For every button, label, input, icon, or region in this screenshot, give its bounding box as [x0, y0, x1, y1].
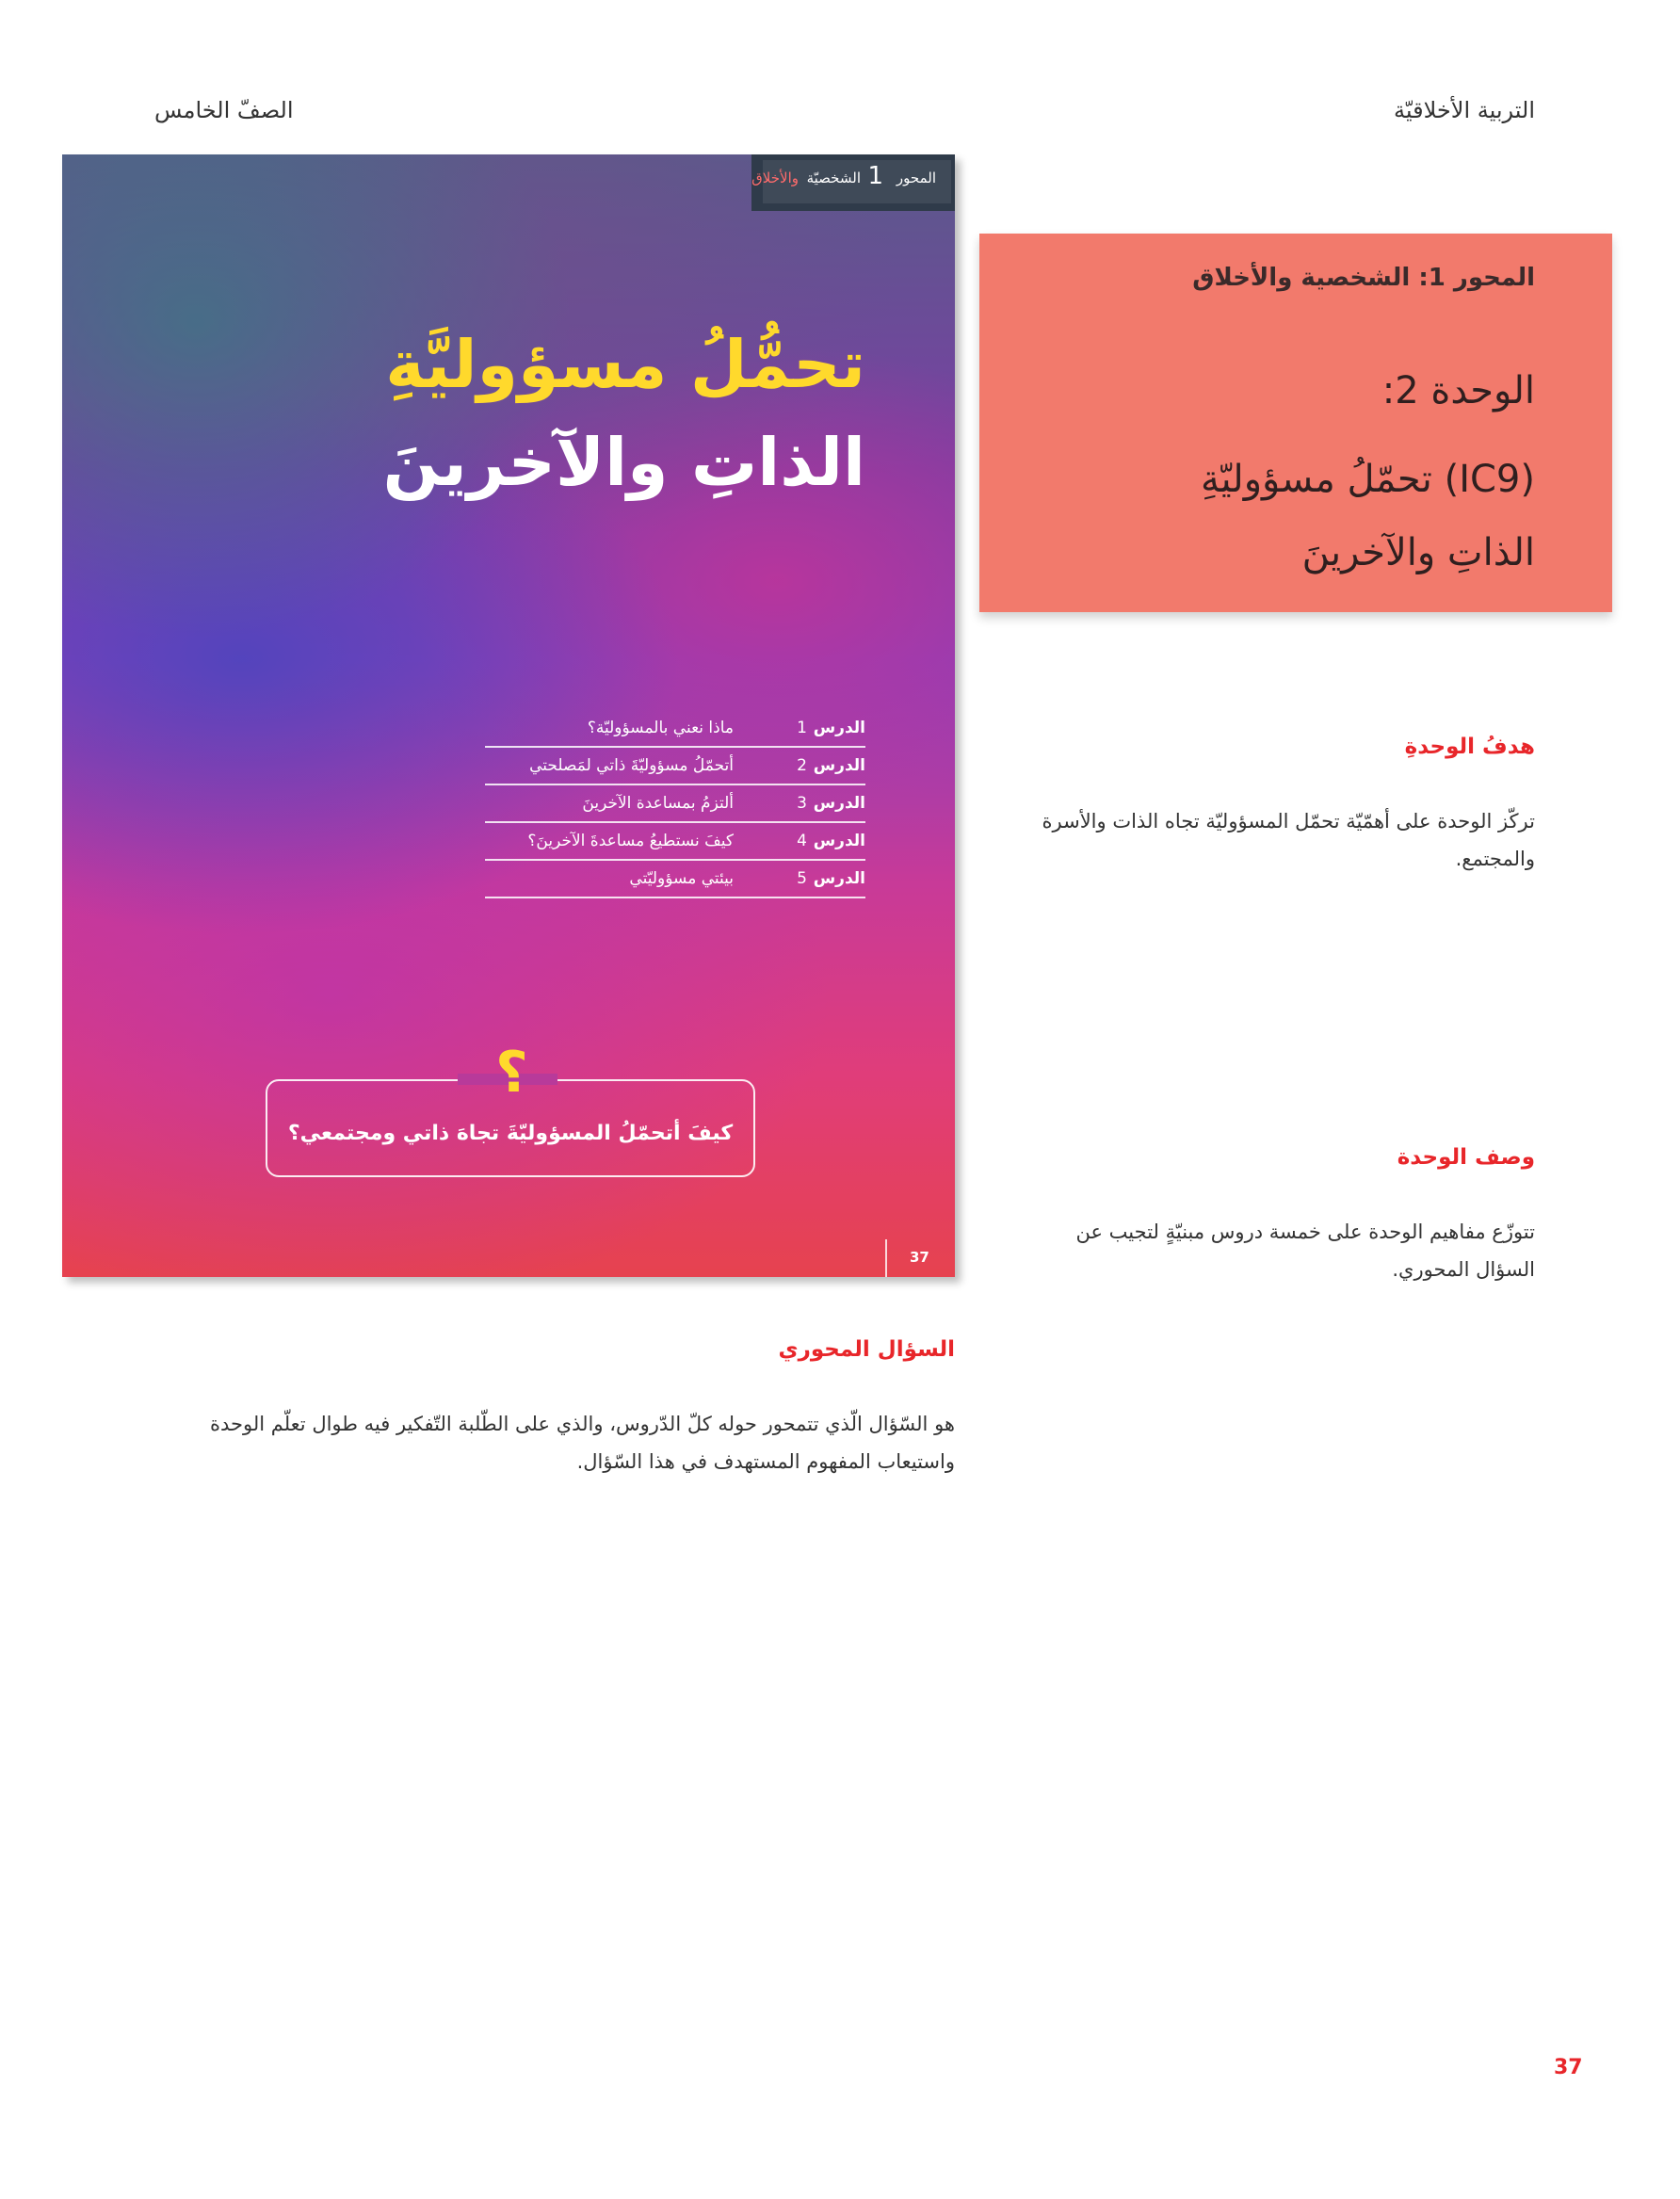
unit-title-line2: الذاتِ والآخرينَ: [1301, 531, 1535, 574]
unit-description-heading: وصف الوحدة: [1397, 1145, 1535, 1170]
lesson-row: [485, 748, 865, 785]
lesson-title: كيفَ نستطيعُ مساعدةَ الآخرينَ؟: [527, 832, 734, 850]
unit-description-text: تتوزّع مفاهيم الوحدة على خمسة دروس مبنيّةٍ لتجيب عن السؤال المحوري.: [1075, 1221, 1535, 1281]
unit-cover-image: [62, 154, 955, 1277]
cover-page-number: 37: [910, 1249, 929, 1266]
unit-goal-heading: هدفُ الوحدةِ: [1404, 735, 1535, 759]
cover-axis-name: الشخصيّة: [806, 170, 861, 186]
central-question-heading: السؤال المحوري: [778, 1337, 955, 1362]
unit-number: الوحدة 2:: [1381, 369, 1535, 412]
lesson-word: الدرس: [813, 869, 865, 888]
lesson-row: [485, 785, 865, 823]
lesson-title: ماذا نعني بالمسؤوليّة؟: [587, 719, 734, 737]
grade-header: الصفّ الخامس: [154, 97, 294, 123]
unit-title-line1: (IC9) تحمّلُ مسؤوليّةِ: [1201, 458, 1535, 501]
lesson-number: 3: [797, 794, 807, 813]
subject-header: التربية الأخلاقيّة: [1394, 97, 1535, 123]
lesson-number: 5: [797, 869, 807, 888]
cover-page-divider: [885, 1239, 887, 1277]
lesson-title: أتحمّلُ مسؤوليّةَ ذاتي لمَصلحتي: [529, 756, 734, 775]
lesson-row: [485, 710, 865, 748]
cover-central-question: كيفَ أتحمّلُ المسؤوليّةَ تجاهَ ذاتي ومجتمعي؟: [287, 1122, 734, 1145]
cover-axis-word: المحور: [896, 170, 936, 186]
lesson-title: بيئتي مسؤوليّتي: [629, 869, 734, 888]
lesson-word: الدرس: [813, 794, 865, 813]
lesson-word: الدرس: [813, 832, 865, 850]
lesson-row: [485, 861, 865, 898]
page-number: 37: [1554, 2056, 1583, 2079]
cover-axis-number: 1: [867, 162, 883, 190]
question-mark-icon: ؟: [495, 1040, 528, 1106]
cover-axis-name2: والأخلاق: [751, 170, 799, 186]
cover-lesson-list: [485, 710, 865, 898]
lesson-number: 2: [797, 756, 807, 775]
lesson-word: الدرس: [813, 756, 865, 775]
cover-axis-tab: [751, 154, 955, 211]
lesson-title: ألتزمُ بمساعدة الآخرينَ: [582, 794, 734, 813]
lesson-word: الدرس: [813, 719, 865, 737]
lesson-number: 4: [797, 832, 807, 850]
cover-title-line2: الذاتِ والآخرينَ: [382, 424, 865, 501]
lesson-number: 1: [797, 719, 807, 737]
lesson-row: [485, 823, 865, 861]
unit-goal-text: تركّز الوحدة على أهمّيّة تحمّل المسؤوليّة تجاه الذات والأسرة والمجتمع.: [1042, 810, 1535, 870]
cover-title-line1: تحمُّلُ مسؤوليَّةِ: [385, 326, 865, 403]
unit-axis-label: المحور 1: الشخصية والأخلاق: [1192, 264, 1535, 292]
central-question-text: هو السّؤال الّذي تتمحور حوله كلّ الدّروس، والذي على الطّلبة التّفكير فيه طوال تعلّم الوحدة واستيعاب المفهوم المستهدف في هذا السّؤال.: [209, 1413, 955, 1473]
